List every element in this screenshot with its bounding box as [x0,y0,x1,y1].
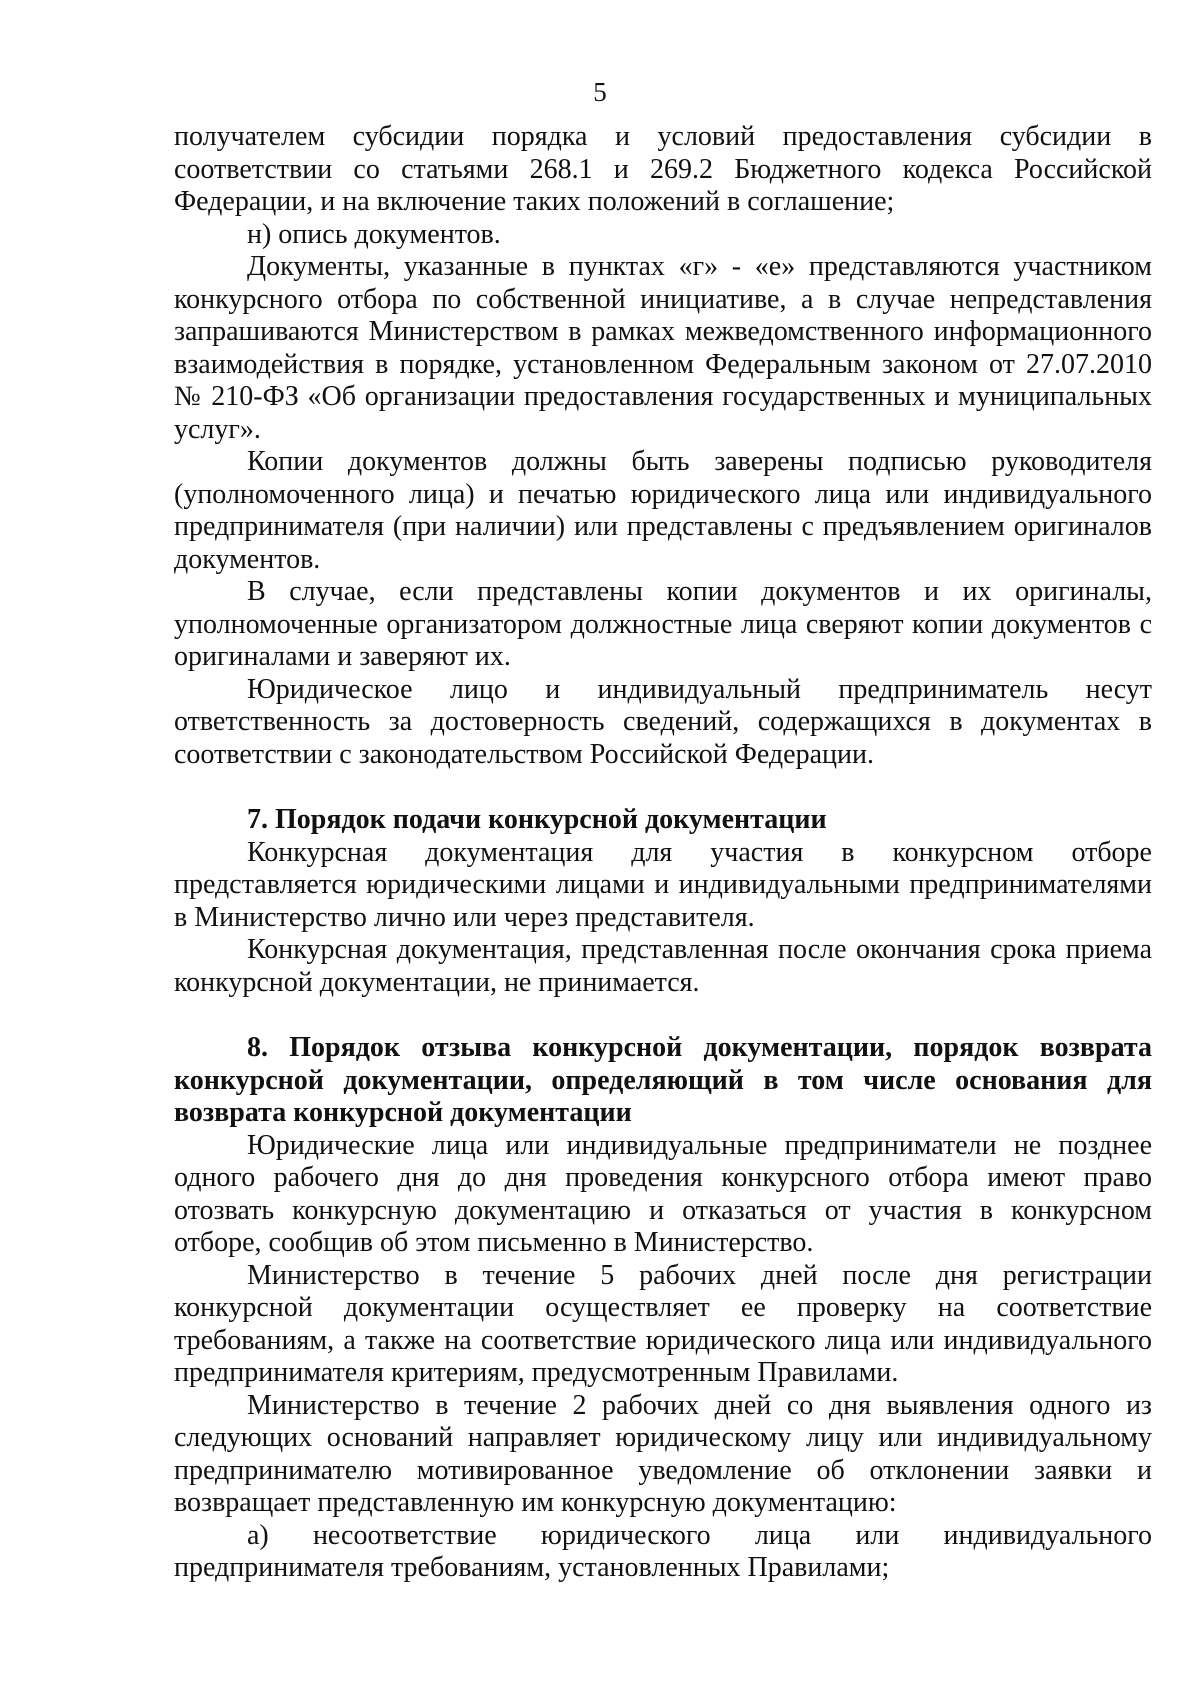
section-8-list-item-a: а) несоответствие юридического лица или индивидуального предпринимателя требованиям, установленных Правилами; [174,1519,1152,1583]
section-8-paragraph: Юридические лица или индивидуальные предприниматели не позднее одного рабочего дня до дня проведения конкурсного отбора имеют право отозвать конкурсную документацию и отказаться от участия в конкурсном отборе, сообщив об этом письменно в Министерство. [174,1129,1152,1258]
section-8-paragraph: Министерство в течение 2 рабочих дней со дня выявления одного из следующих оснований направляет юридическому лицу или индивидуальному предпринимателю мотивированное уведомление об отклонении заявки и возвращает представленную им конкурсную документацию: [174,1389,1152,1518]
section-spacer [174,999,1152,1032]
section-7-paragraph: Конкурсная документация для участия в конкурсном отборе представляется юридическими лицами и индивидуальными предпринимателями в Министерство лично или через представителя. [174,836,1152,933]
paragraph-originals-check: В случае, если представлены копии документов и их оригиналы, уполномоченные организатором должностные лица сверяют копии документов с оригиналами и заверяют их. [174,576,1152,672]
paragraph-list-item-n: н) опись документов. [247,218,501,250]
section-8-paragraph: Министерство в течение 5 рабочих дней после дня регистрации конкурсной документации осуществляет ее проверку на соответствие требованиям, а также на соответствие юридического лица или индивидуального предпринимателя критериям, предусмотренным Правилами. [174,1259,1152,1388]
paragraph-responsibility: Юридическое лицо и индивидуальный предприниматель несут ответственность за достоверность сведений, содержащихся в документах в соответствии с законодательством Российской Федерации. [174,673,1152,770]
section-7-heading: 7. Порядок подачи конкурсной документации [247,804,827,835]
section-spacer [174,771,1152,804]
paragraph-copies-certification: Копии документов должны быть заверены подписью руководителя (уполномоченного лица) и печатью юридического лица или индивидуального предпринимателя (при наличии) или представлены с предъявлением оригиналов документов. [174,446,1152,575]
paragraph-documents-request: Документы, указанные в пунктах «г» - «е» представляются участником конкурсного отбора по собственной инициативе, а в случае непредставления запрашиваются Министерством в рамках межведомственного информационного взаимодействия в порядке, установленном Федеральным законом от 27.07.2010 № 210-ФЗ «Об организации предоставления государственных и муниципальных услуг». [174,251,1152,445]
page-content [174,121,1152,1585]
section-8-heading: 8. Порядок отзыва конкурсной документации, порядок возврата конкурсной документации, определяющий в том числе основания для возврата конкурсной документации [174,1032,1152,1128]
section-7-paragraph: Конкурсная документация, представленная после окончания срока приема конкурсной документации, не принимается. [174,934,1152,998]
page-number: 5 [593,77,607,107]
paragraph-continuation: получателем субсидии порядка и условий предоставления субсидии в соответствии со статьями 268.1 и 269.2 Бюджетного кодекса Российской Федерации, и на включение таких положений в соглашение; [174,121,1152,217]
